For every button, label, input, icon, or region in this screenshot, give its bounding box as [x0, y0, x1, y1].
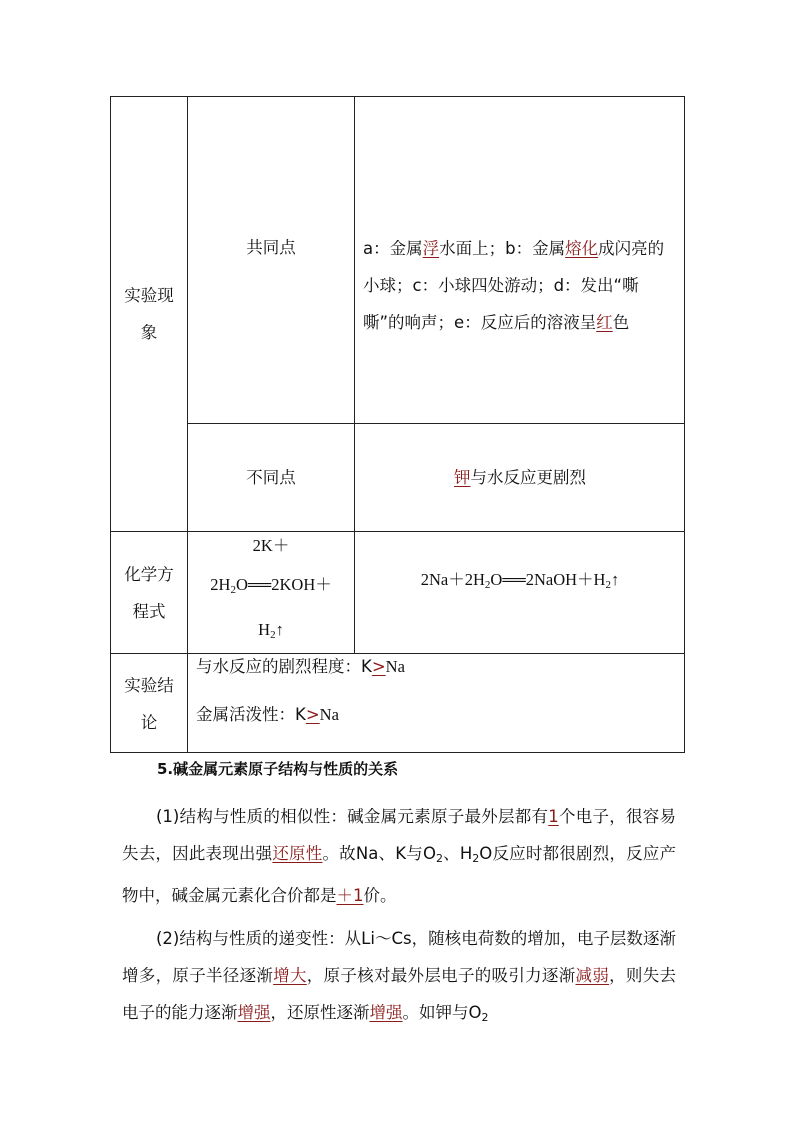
answer-blank: 增强 — [237, 1003, 271, 1022]
common-text-cell — [355, 97, 685, 473]
answer-blank: 1 — [548, 807, 559, 826]
paragraph-gradation: (2)结构与性质的递变性：从Li～Cs，随核电荷数的增加，电子层数逐渐增多，原子半径逐渐增大，原子核对最外层电子的吸引力逐渐减弱，则失去电子的能力逐渐增强，还原性逐渐增强。如钾与$O_2$ — [122, 929, 676, 1024]
na-equation: $2Na+2H_2O══2NaOH+H_2↑$ — [420, 569, 620, 591]
answer-blank: 还原性 — [272, 844, 323, 863]
equation-label: 化学方程式 — [124, 564, 174, 621]
diff-text-cell — [355, 424, 685, 531]
answer-blank: 红 — [596, 312, 613, 332]
experiment-table — [110, 96, 685, 753]
paragraph-similarity: (1)结构与性质的相似性：碱金属元素原子最外层都有1个电子，很容易失去，因此表现出强还原性。故Na、K与$O_2$、$H_2O$反应时都很剧烈，反应产物中，碱金属元素化合价都是＋1价。 — [122, 807, 677, 905]
conclusion-line-2: 金属活泼性：K>Na — [196, 705, 339, 724]
diff-label-cell — [188, 424, 354, 531]
diff-label: 不同点 — [246, 468, 296, 487]
diff-text: 钾与水反应更剧烈 — [454, 468, 586, 487]
answer-blank: > — [371, 657, 386, 676]
common-label-cell — [188, 97, 354, 397]
common-text: a：金属浮水面上；b：金属熔化成闪亮的小球；c：小球四处游动；d：发出“嘶嘶”的响声；e：反应后的溶液呈红色 — [363, 238, 665, 332]
answer-blank: 增大 — [273, 966, 307, 985]
conclusion-label: 实验结论 — [124, 675, 174, 732]
section-heading: 5.碱金属元素原子结构与性质的关系 — [157, 760, 399, 778]
conclusion-label-cell — [111, 654, 187, 753]
common-label: 共同点 — [246, 237, 296, 257]
phenomenon-label-cell — [111, 97, 187, 531]
answer-blank: > — [305, 705, 320, 724]
na-equation-cell — [355, 532, 685, 632]
k-equation: 2K＋ $2H_2O══2KOH+$ $H_2↑$ — [210, 536, 332, 641]
conclusion-text — [196, 654, 405, 727]
equation-label-cell — [111, 532, 187, 653]
phenomenon-label: 实验现象 — [124, 286, 174, 342]
answer-blank: 熔化 — [565, 238, 599, 258]
answer-blank: 钾 — [454, 468, 471, 487]
answer-blank: ＋1 — [336, 886, 364, 905]
answer-blank: 增强 — [369, 1003, 403, 1022]
answer-blank: 浮 — [422, 238, 440, 258]
conclusion-cell — [188, 654, 685, 753]
answer-blank: 减弱 — [575, 966, 610, 985]
conclusion-line-1: 与水反应的剧烈程度：K>Na — [196, 657, 405, 676]
k-equation-cell — [188, 528, 354, 653]
